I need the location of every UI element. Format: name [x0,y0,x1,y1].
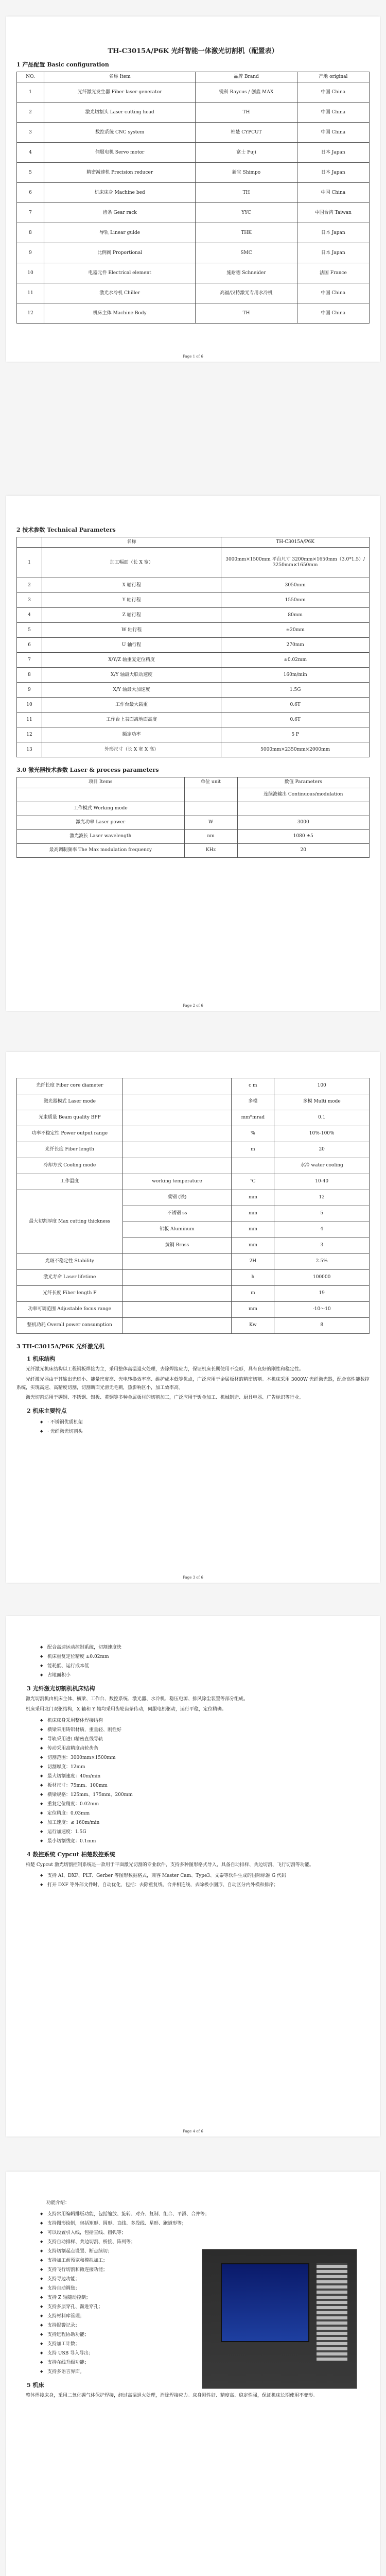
table-cell: 伺服电机 Servo motor [44,143,196,163]
table-row [17,103,370,123]
table-cell: Z 轴行程 [42,608,221,623]
table-cell [122,1254,232,1270]
table-row [17,1270,370,1286]
list-item: ◆ 支持 USB 导入导出； [47,2349,217,2358]
table-row [17,303,370,324]
table-cell: 精密减速机 Precision reducer [44,163,196,183]
page-3 [6,1052,380,1583]
table-cell: 20 [274,1142,370,1158]
table-cell [184,788,237,802]
table-cell: mm [232,1238,274,1254]
table-cell: 激光寿命 Laser lifetime [17,1270,123,1286]
table-cell: 0.6T [221,713,370,727]
table-cell: 比例阀 Proportional [44,243,196,263]
table-cell: 270mm [221,638,370,653]
table-cell: 0.1 [274,1110,370,1126]
table-cell: m [232,1142,274,1158]
paragraph: 光纤激光器由于其输出光斑小、能量密度高、光电转换效率高、维护成本低等优点，广泛应用于金属板材的精密切割。本机床采用 3000W 光纤激光器，配合高性能数控系统，实现高速、高精度切割，切割断面光滑无毛刺，热影响区小，加工效率高。 [16,1377,370,1391]
table-row [17,263,370,283]
table-cell: 光纤长度 Fiber core diameter [17,1078,123,1094]
list-item: ◆ 占地面积小 [47,1671,370,1680]
table-cell-group: 最大切割厚度 Max cutting thickness [17,1190,123,1254]
table-row [17,1110,370,1126]
table-cell: 6 [17,183,44,203]
table-row [17,143,370,163]
laser-table [16,777,370,857]
col-header: 名称 [42,537,221,548]
table-cell: 中国 China [297,82,369,103]
table-row [17,829,370,843]
table-row [17,727,370,742]
table-row [17,1158,370,1174]
table-cell: 9 [17,683,42,698]
table-cell: X/Y 轴最大联动速度 [42,668,221,683]
table-cell: 中国台湾 Taiwan [297,203,369,223]
table-cell: 8 [17,223,44,243]
page-number: Page 4 of 6 [183,2129,203,2133]
table-cell: 工作台上表面离地面高度 [42,713,221,727]
table-cell: 1080 ±5 [237,829,369,843]
list-item: ◆ 加工速度：≤ 160m/min [47,1818,370,1827]
list-item: ◆ 支持材料库管理； [47,2312,217,2321]
table-cell: 额定功率 [42,727,221,742]
table-cell: 10 [17,698,42,713]
table-cell: 9 [17,243,44,263]
table-cell: mm [232,1302,274,1318]
list-item: ◆ 导轨采用进口精密直线导轨 [47,1735,370,1744]
table-cell: 1550mm [221,593,370,608]
table-row [17,1174,370,1190]
table-cell: 水冷 water cooling [274,1158,370,1174]
paragraph: 柏楚 Cypcut 激光切割控制系统是一款用于平面激光切割的专业软件，支持多种图形格式导入，具备自动排样、共边切割、飞行切割等功能。 [26,1862,314,1868]
table-cell: 光纤长度 Fiber length F [17,1286,123,1302]
table-row [17,1094,370,1110]
table-cell: W [184,816,237,829]
list-item: ◆ 运行加速度：1.5G [47,1827,370,1837]
table-row [17,816,370,829]
config-table [16,72,370,324]
table-cell: 机床床身 Machine bed [44,183,196,203]
list-item: ◆ 机床床身采用整体焊接结构 [47,1716,370,1725]
table-cell: -10～10 [274,1302,370,1318]
section-config-title: 1 产品配置 Basic configuration [16,61,109,68]
table-cell: 160m/min [221,668,370,683]
col-header [17,537,42,548]
table-cell: 1 [17,82,44,103]
table-cell: 12 [17,727,42,742]
list-item: ◆ 重复定位精度：0.02mm [47,1800,370,1809]
table-cell: 中国 China [297,303,369,324]
list-item: ◆ 支持图形绘制，包括矩形、圆形、直线、多段线、星形、跑道形等； [47,2219,217,2228]
list-item: ◆ 支持常用编辑排版功能，包括缩放、旋转、对齐、复制、组合、平滑、合并等； [47,2210,217,2219]
table-row [17,223,370,243]
table-cell: X/Y/Z 轴重复定位精度 [42,653,221,668]
table-cell: U 轴行程 [42,638,221,653]
table-cell: 锐科 Raycus / 创鑫 MAX [196,82,297,103]
table-cell: 高福/汉特激光专用水冷机 [196,283,297,303]
list-item: ◆ 配合高速运动控制系统，切割速度快 [47,1643,370,1652]
list-item: ◆ 横梁采用铸铝材质，重量轻、刚性好 [47,1725,370,1735]
table-cell: 激光水冷机 Chiller [44,283,196,303]
table-cell: 7 [17,653,42,668]
table-cell: TH [196,303,297,324]
table-cell: 黄铜 Brass [122,1238,232,1254]
table-cell: 连续波输出 Continuous/modulation [237,788,369,802]
table-cell: SMC [196,243,297,263]
table-cell: 功率可调范围 Adjustable focus range [17,1302,123,1318]
table-cell: % [232,1126,274,1142]
list-item: ◆ 支持报警记录； [47,2321,217,2330]
list-item: ◆ 支持远程协助功能； [47,2330,217,2340]
table-cell: 施耐德 Schneider [196,263,297,283]
table-cell: mm [232,1190,274,1206]
table-cell: 机床主体 Machine Body [44,303,196,324]
table-cell: h [232,1270,274,1286]
table-row [17,203,370,223]
table-cell [232,1158,274,1174]
table-cell: 2 [17,578,42,593]
page-number: Page 3 of 6 [183,1575,203,1580]
section-intro-title: 3 TH-C3015A/P6K 光纤激光机 [16,1343,104,1350]
table-cell: Kw [232,1318,274,1334]
table-cell: 1 [17,548,42,578]
list-item: ◆ 切割范围：3000mm×1500mm [47,1753,370,1762]
table-row [17,1254,370,1270]
table-cell: 不锈钢 ss [122,1206,232,1222]
table-cell: 齿条 Gear rack [44,203,196,223]
table-cell: 中国 China [297,283,369,303]
keypad-image [317,2263,347,2361]
table-cell [122,1078,232,1094]
table-cell: 10 [17,263,44,283]
table-cell: 工作模式 Working mode [17,802,185,816]
subsection-title: 5 机床 [27,2381,44,2388]
table-cell: 多模 [232,1094,274,1110]
table-cell: TH [196,103,297,123]
screen-image [221,2263,309,2342]
table-row [17,788,370,802]
table-cell: m [232,1286,274,1302]
table-cell: 8 [274,1318,370,1334]
table-cell: 5 [274,1206,370,1222]
table-cell: X/Y 轴最大加速度 [42,683,221,698]
table-row [17,82,370,103]
list-item: ◆ 支持寻边功能； [47,2275,217,2284]
table-header-row [17,777,370,788]
table-row [17,638,370,653]
table-row [17,1302,370,1318]
table-cell: working temperature [122,1174,232,1190]
table-cell: 13 [17,742,42,757]
list-item: ◆ 最小切割线宽：0.1mm [47,1837,370,1846]
table-cell: 3 [274,1238,370,1254]
col-header: 单位 unit [184,777,237,788]
table-cell: 100000 [274,1270,370,1286]
list-item: ◆ · 不锈钢优质机架 [47,1418,370,1427]
list-item: ◆ 支持加工前预览和模拟加工； [47,2256,217,2265]
table-cell: 3000 [237,816,369,829]
table-row [17,623,370,638]
table-row [17,578,370,593]
table-cell: Y 轴行程 [42,593,221,608]
page-2 [6,496,380,1011]
table-row [17,1126,370,1142]
table-cell: nm [184,829,237,843]
document-title: TH-C3015A/P6K 光纤智能一体激光切割机（配置表） [108,47,278,55]
page-5 [6,2172,380,2576]
col-header: 产地 original [297,72,369,82]
table-cell: 6 [17,638,42,653]
table-cell: 7 [17,203,44,223]
paragraph: 机床采用龙门双驱结构，X 轴和 Y 轴均采用齿轮齿条传动，伺服电机驱动，运行平稳，定位精确。 [26,1706,226,1712]
table-cell: 3 [17,593,42,608]
table-cell: ℃ [232,1174,274,1190]
list-item: ◆ 支持在线升级功能； [47,2358,217,2367]
table-cell [237,802,369,816]
table-cell: 20 [237,843,369,857]
table-row [17,1318,370,1334]
table-cell: 80mm [221,608,370,623]
list-item: ◆ 支持加工计数； [47,2340,217,2349]
table-cell: 新宝 Shimpo [196,163,297,183]
table-cell [17,788,185,802]
table-cell: 导轨 Linear guide [44,223,196,243]
col-header: NO. [17,72,44,82]
table-cell: ±20mm [221,623,370,638]
table-cell: 日本 Japan [297,243,369,263]
page-1 [6,16,380,362]
table-cell: THK [196,223,297,243]
subsection-title: 4 数控系统 Cypcut 柏楚数控系统 [27,1851,115,1858]
table-cell: 中国 China [297,123,369,143]
controller-photo [202,2249,357,2389]
table-cell: 碳钢 (铁) [122,1190,232,1206]
table-row [17,163,370,183]
table-row [17,668,370,683]
list-item: ◆ 支持切割起点设置、断点续切； [47,2247,217,2256]
table-cell: 多模 Multi mode [274,1094,370,1110]
list-item: ◆ 支持 AI、DXF、PLT、Gerber 等图形数据格式，兼容 Master Cam、Type3、文泰等软件生成的国际标准 G 代码 [47,1871,370,1880]
table-cell: 工作温度 [17,1174,123,1190]
col-header: 品牌 Brand [196,72,297,82]
list-item: ◆ 支持自动排样、共边切割、桥接、阵列等； [47,2238,217,2247]
paragraph: 功能介绍： [46,2200,70,2206]
table-cell: 4 [17,143,44,163]
table-row [17,283,370,303]
table-cell: 11 [17,713,42,727]
table-cell [184,802,237,816]
table-cell: 3 [17,123,44,143]
paragraph: 光纤激光机床结构以工程钢板焊接为主，采用整体高温退火处理，去除焊接应力，保证机床长期使用不变形，具有良好的刚性和稳定性。 [26,1367,304,1372]
col-header: 名称 Item [44,72,196,82]
table-cell: mm [232,1206,274,1222]
table-cell: 5000mm×2350mm×2000mm [221,742,370,757]
table-cell: 光纤激光发生器 Fiber laser generator [44,82,196,103]
spec-table [16,1078,370,1334]
table-cell [122,1110,232,1126]
table-cell: ±0.02mm [221,653,370,668]
table-row [17,593,370,608]
table-row [17,698,370,713]
list-item: ◆ 横梁规格：125mm、175mm、200mm [47,1790,370,1800]
paragraph: 整体焊接床身，采用二氧化碳气体保护焊接，经过高温退火处理，消除焊接应力。床身刚性好、精度高、稳定性强，保证机床长期使用不变形。 [26,2393,318,2398]
table-cell: 11 [17,283,44,303]
subsection-title: 2 机床主要特点 [27,1408,67,1414]
table-row [17,713,370,727]
table-cell: 光斑不稳定性 Stability [17,1254,123,1270]
paragraph: 激光切割适用于碳钢、不锈钢、铝板、黄铜等多种金属板材的切割加工，广泛应用于钣金加工、机械制造、厨具电器、广告标识等行业。 [26,1395,304,1401]
table-cell: 富士 Fuji [196,143,297,163]
list-item: ◆ · 光纤激光切割头 [47,1427,370,1436]
list-item: ◆ 支持自动调焦； [47,2284,217,2293]
list-item: ◆ 机床重复定位精度 ±0.02mm [47,1652,370,1662]
list-item: ◆ 支持 Z 轴随动控制； [47,2293,217,2302]
table-row [17,183,370,203]
col-header: 项目 Items [17,777,185,788]
table-cell: 激光功率 Laser power [17,816,185,829]
page-number: Page 1 of 6 [183,354,203,359]
table-cell: mm [232,1222,274,1238]
page-number: Page 2 of 6 [183,1004,203,1008]
table-row [17,1078,370,1094]
section-laser-title: 3.0 激光器技术参数 Laser & process parameters [16,767,159,774]
table-row [17,608,370,623]
table-cell: 电器元件 Electrical element [44,263,196,283]
table-cell [122,1142,232,1158]
table-cell: 法国 France [297,263,369,283]
table-cell: W 轴行程 [42,623,221,638]
table-cell [122,1286,232,1302]
table-cell [122,1126,232,1142]
table-cell: 光纤长度 Fiber length [17,1142,123,1158]
table-header-row [17,537,370,548]
table-cell [122,1318,232,1334]
list-item: ◆ 切割厚度：12mm [47,1762,370,1772]
list-item: ◆ 可以设置引入线，包括直线、圆弧等； [47,2228,217,2238]
table-cell: mm*mrad [232,1110,274,1126]
table-cell: X 轴行程 [42,578,221,593]
list-item: ◆ 支持多层穿孔、渐进穿孔； [47,2302,217,2312]
table-cell: 1.5G [221,683,370,698]
table-cell [122,1094,232,1110]
table-cell: 日本 Japan [297,143,369,163]
table-cell [122,1158,232,1174]
tech-table [16,537,370,757]
table-header-row [17,72,370,82]
table-row [17,1286,370,1302]
table-cell: 外形尺寸（长 X 宽 X 高） [42,742,221,757]
table-cell: 中国 China [297,103,369,123]
table-row [17,653,370,668]
table-row [17,123,370,143]
table-row [17,1190,370,1206]
page-4 [6,1616,380,2137]
table-cell: 12 [274,1190,370,1206]
table-cell: 激光波长 Laser wavelength [17,829,185,843]
table-cell: 加工幅面（长 X 宽） [42,548,221,578]
table-cell: 激光器模式 Laser mode [17,1094,123,1110]
table-cell: 激光切割头 Laser cutting head [44,103,196,123]
table-row [17,843,370,857]
table-cell: 3000mm×1500mm 平台尺寸 3200mm×1650mm（3.0*1.5）/ 3250mm×1650mm [221,548,370,578]
table-cell: 最高调制频率 The Max modulation frequency [17,843,185,857]
list-item: ◆ 定位精度：0.03mm [47,1809,370,1818]
table-cell: YYC [196,203,297,223]
subsection-title: 3 光纤激光切割机机床结构 [27,1685,95,1692]
table-row [17,742,370,757]
table-cell: 8 [17,668,42,683]
table-row [17,548,370,578]
table-cell: 10-40 [274,1174,370,1190]
table-cell: 铝板 Aluminum [122,1222,232,1238]
table-cell: 中国 China [297,183,369,203]
list-item: ◆ 支持飞行切割和微连接功能； [47,2265,217,2275]
table-cell: 2.5% [274,1254,370,1270]
table-cell: 5 [17,163,44,183]
table-cell: 4 [274,1222,370,1238]
table-cell: 数控系统 CNC system [44,123,196,143]
table-cell: 0.6T [221,698,370,713]
table-cell: 冷却方式 Cooling mode [17,1158,123,1174]
paragraph: 激光切割机由机床主体、横梁、工作台、数控系统、激光器、水冷机、稳压电源、排风除尘装置等部分组成。 [26,1697,249,1702]
table-cell: 4 [17,608,42,623]
table-cell: TH [196,183,297,203]
table-row [17,1142,370,1158]
table-cell: 19 [274,1286,370,1302]
table-row [17,802,370,816]
section-tech-title: 2 技术参数 Technical Parameters [16,527,116,533]
table-cell: 5 [17,623,42,638]
table-cell: 2H [232,1254,274,1270]
subsection-title: 1 机床结构 [27,1355,56,1362]
table-cell: c m [232,1078,274,1094]
table-cell: 12 [17,303,44,324]
table-cell: 5 P [221,727,370,742]
table-cell: 10%-100% [274,1126,370,1142]
list-item: ◆ 打开 DXF 等外部文件时，自动优化，包括：去除重复线、合并相连线、去除极小图形、自动区分内外模和排序； [47,1880,370,1890]
table-cell: 光束质量 Beam quality BPP [17,1110,123,1126]
table-cell [122,1302,232,1318]
table-cell: 3050mm [221,578,370,593]
table-row [17,683,370,698]
list-item: ◆ 最大切割速度：40m/min [47,1772,370,1781]
table-row [17,243,370,263]
list-item: ◆ 板材尺寸：75mm、100mm [47,1781,370,1790]
table-cell: 2 [17,103,44,123]
table-cell: 功率不稳定性 Power output range [17,1126,123,1142]
table-cell: 100 [274,1078,370,1094]
table-cell: KHz [184,843,237,857]
list-item: ◆ 支持多语言界面。 [47,2367,217,2377]
col-header: 数值 Parameters [237,777,369,788]
table-cell: 工作台最大载重 [42,698,221,713]
table-cell [122,1270,232,1286]
table-cell: 日本 Japan [297,223,369,243]
list-item: ◆ 传动采用高精度齿轮齿条 [47,1744,370,1753]
table-cell: 柏楚 CYPCUT [196,123,297,143]
table-cell: 日本 Japan [297,163,369,183]
col-header: TH-C3015A/P6K [221,537,370,548]
table-cell: 整机功耗 Overall power consumption [17,1318,123,1334]
list-item: ◆ 能耗低、运行成本低 [47,1662,370,1671]
